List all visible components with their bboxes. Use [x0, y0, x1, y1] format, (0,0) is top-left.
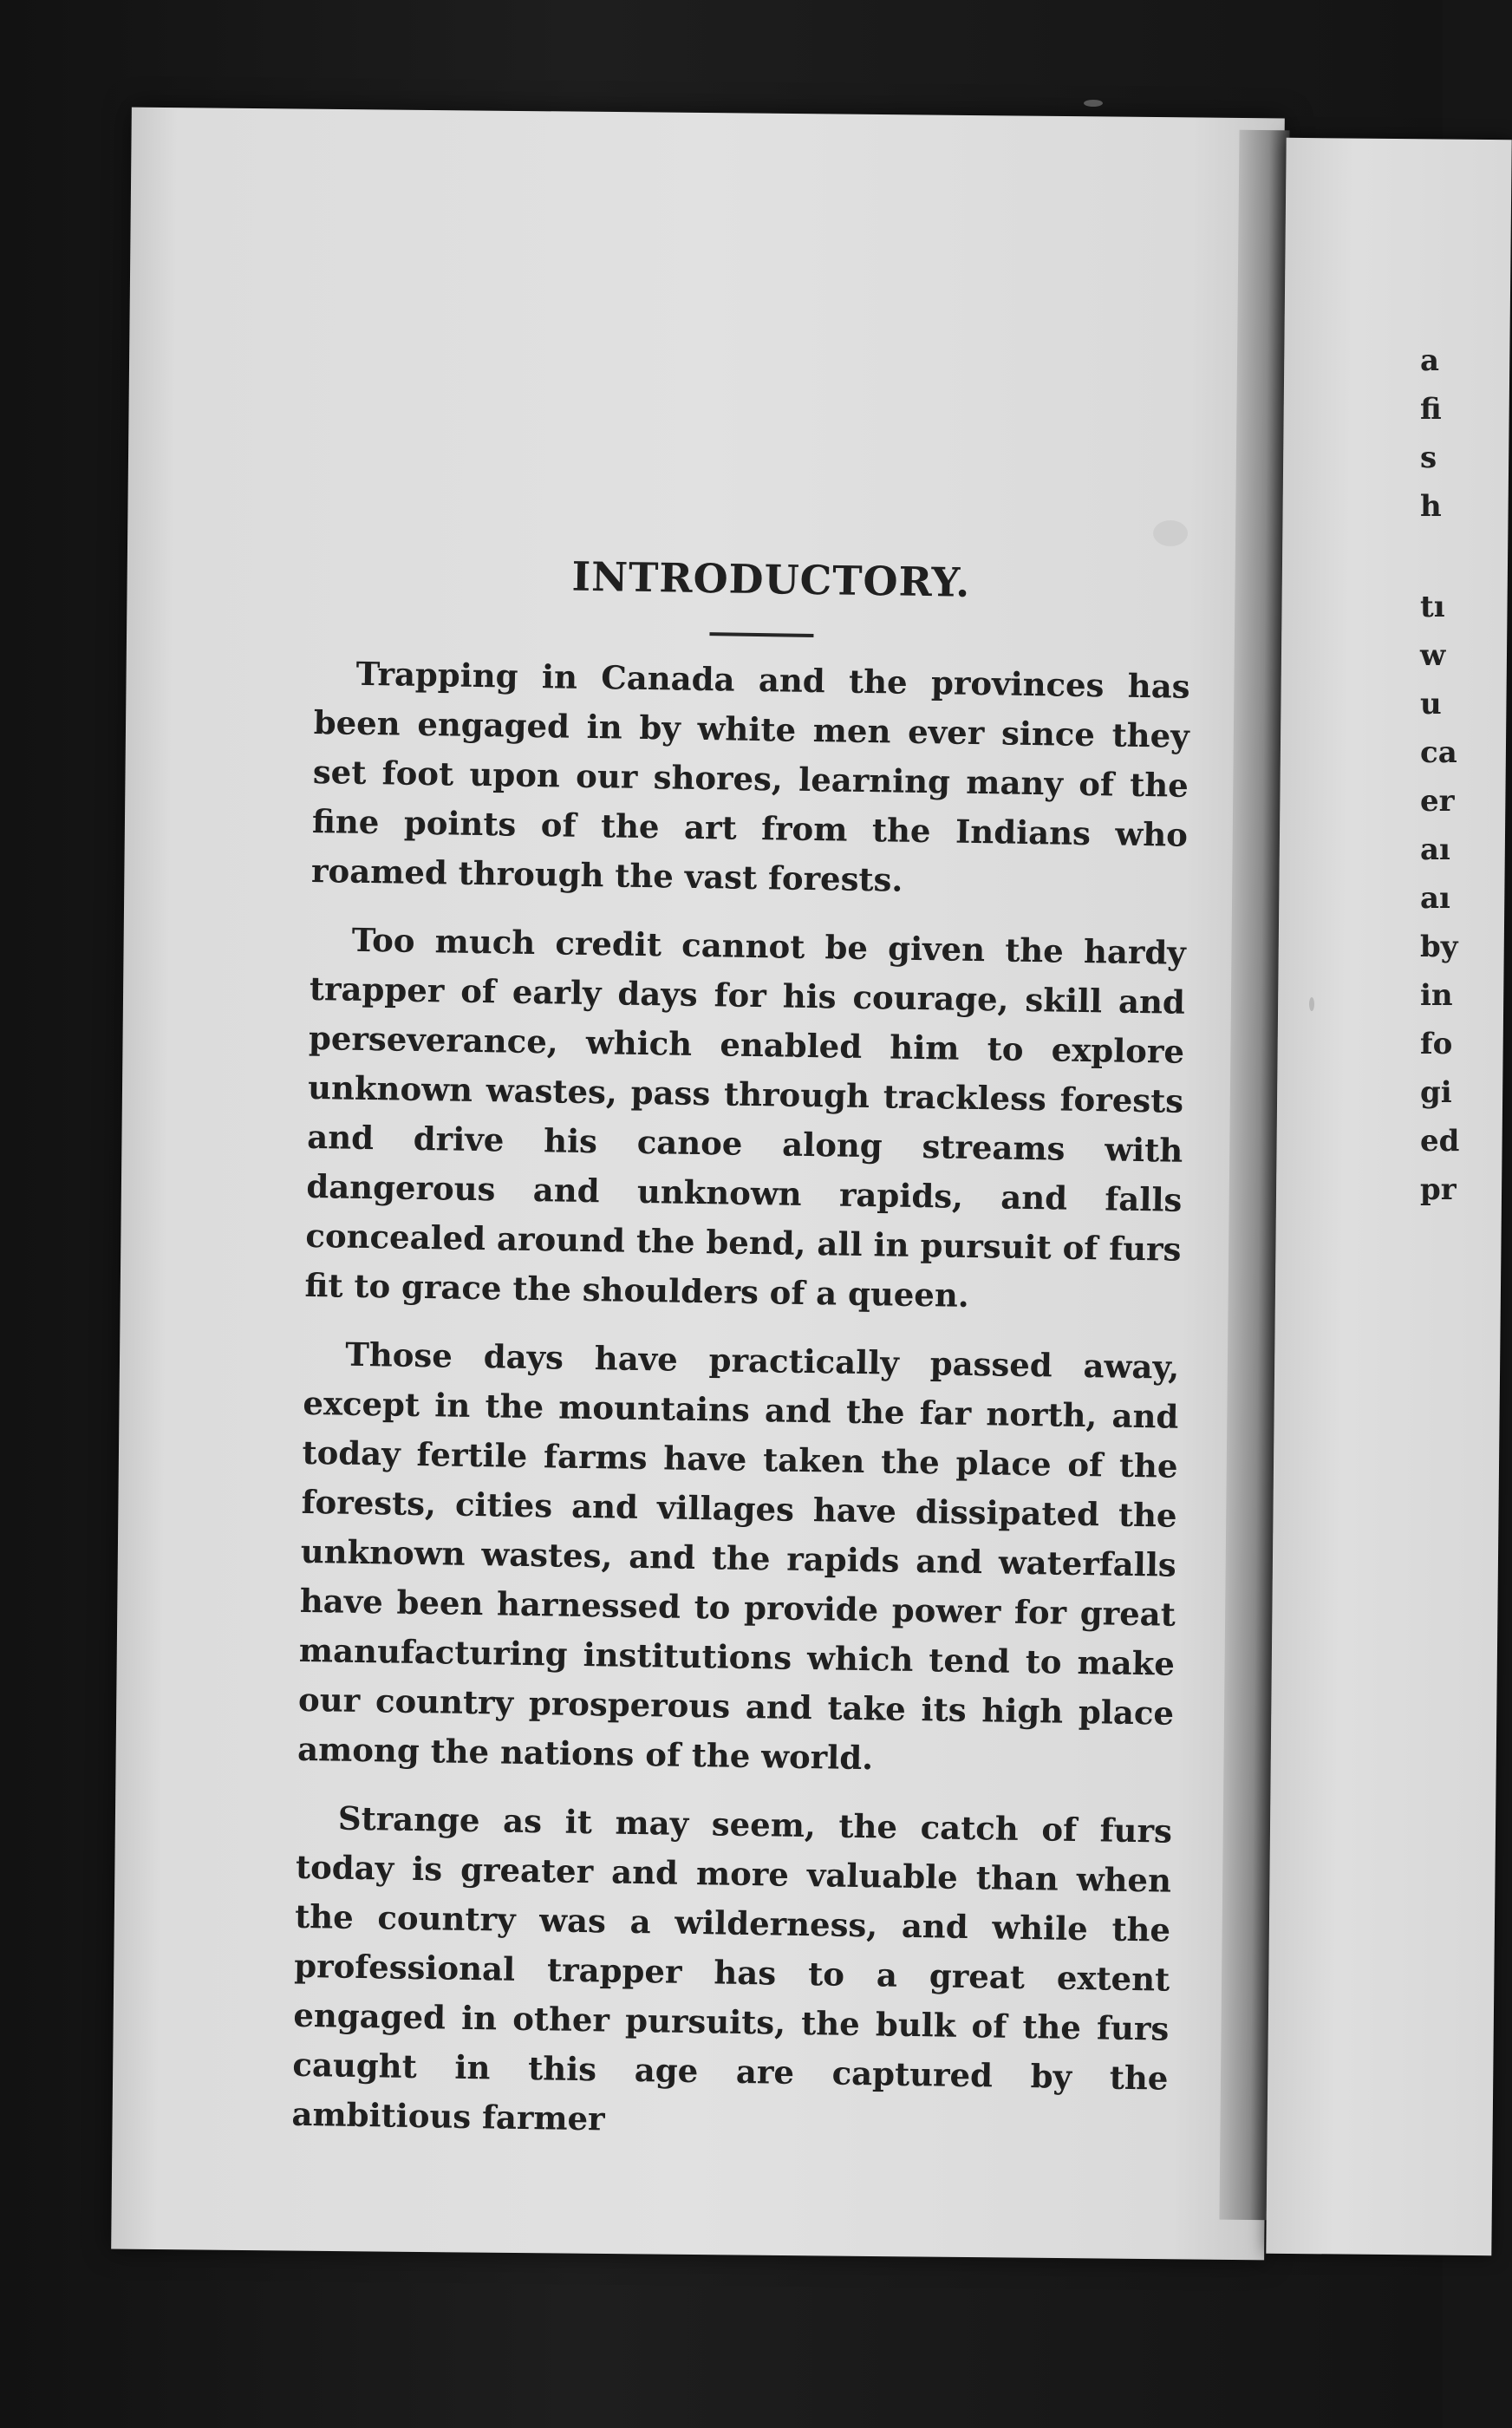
scan-speck	[1309, 997, 1314, 1011]
facing-fragment: s	[1420, 441, 1437, 475]
paragraph-4: Strange as it may seem, the catch of furs today is greater and more valuable than when the country was a wilderness, and while the professional trapper has to a great extent engaged in other pursuits, the bulk of the furs caught in this age are captured by the ambitious farmer	[291, 1798, 1173, 2138]
facing-fragment: tı	[1420, 590, 1445, 624]
paragraph-2: Too much credit cannot be given the hardy trapper of early days for his courage, skill and perseverance, which enabled him to explore unknown wastes, pass through trackless forests and drive his canoe along streams with dangerous and unknown rapids, and falls concealed around the bend, all in pursuit of furs fit to grace the shoulders of a queen.	[304, 920, 1187, 1315]
page-text-block	[291, 546, 1192, 2172]
facing-fragment: aı	[1420, 881, 1450, 916]
facing-fragment: by	[1420, 930, 1458, 964]
scan-speck	[1084, 100, 1103, 107]
right-book-page	[1266, 138, 1511, 2255]
facing-page-text-fragments	[1420, 336, 1459, 1214]
facing-fragment: h	[1420, 489, 1442, 524]
facing-fragment: a	[1420, 343, 1440, 378]
paragraph-1: Trapping in Canada and the provinces has been engaged in by white men ever since they set foot upon our shores, learning many of the fine points of the art from the Indians who roamed through the vast forests.	[310, 654, 1190, 899]
facing-fragment: gi	[1420, 1075, 1452, 1110]
facing-fragment: fo	[1420, 1027, 1453, 1061]
facing-fragment: ed	[1420, 1124, 1460, 1159]
facing-fragment: er	[1420, 784, 1455, 819]
facing-fragment: u	[1420, 687, 1442, 721]
facing-fragment: w	[1420, 638, 1446, 673]
title-rule	[709, 632, 813, 637]
facing-fragment: ca	[1420, 735, 1457, 770]
facing-fragment: aı	[1420, 832, 1450, 867]
scan-smudge	[1153, 520, 1188, 546]
page-title: INTRODUCTORY.	[571, 552, 971, 606]
facing-fragment: pr	[1420, 1172, 1457, 1207]
paragraph-3: Those days have practically passed away, except in the mountains and the far north, and today fertile farms have taken the place of the forests, cities and villages have dissipated the unknown wastes, and the rapids and waterfalls have been harnessed to provide power for great manufacturing institutions which tend to make our country prosperous and take its high place among the nations of the world.	[297, 1335, 1180, 1778]
facing-fragment: fi	[1420, 392, 1442, 427]
facing-fragment: in	[1420, 978, 1453, 1013]
